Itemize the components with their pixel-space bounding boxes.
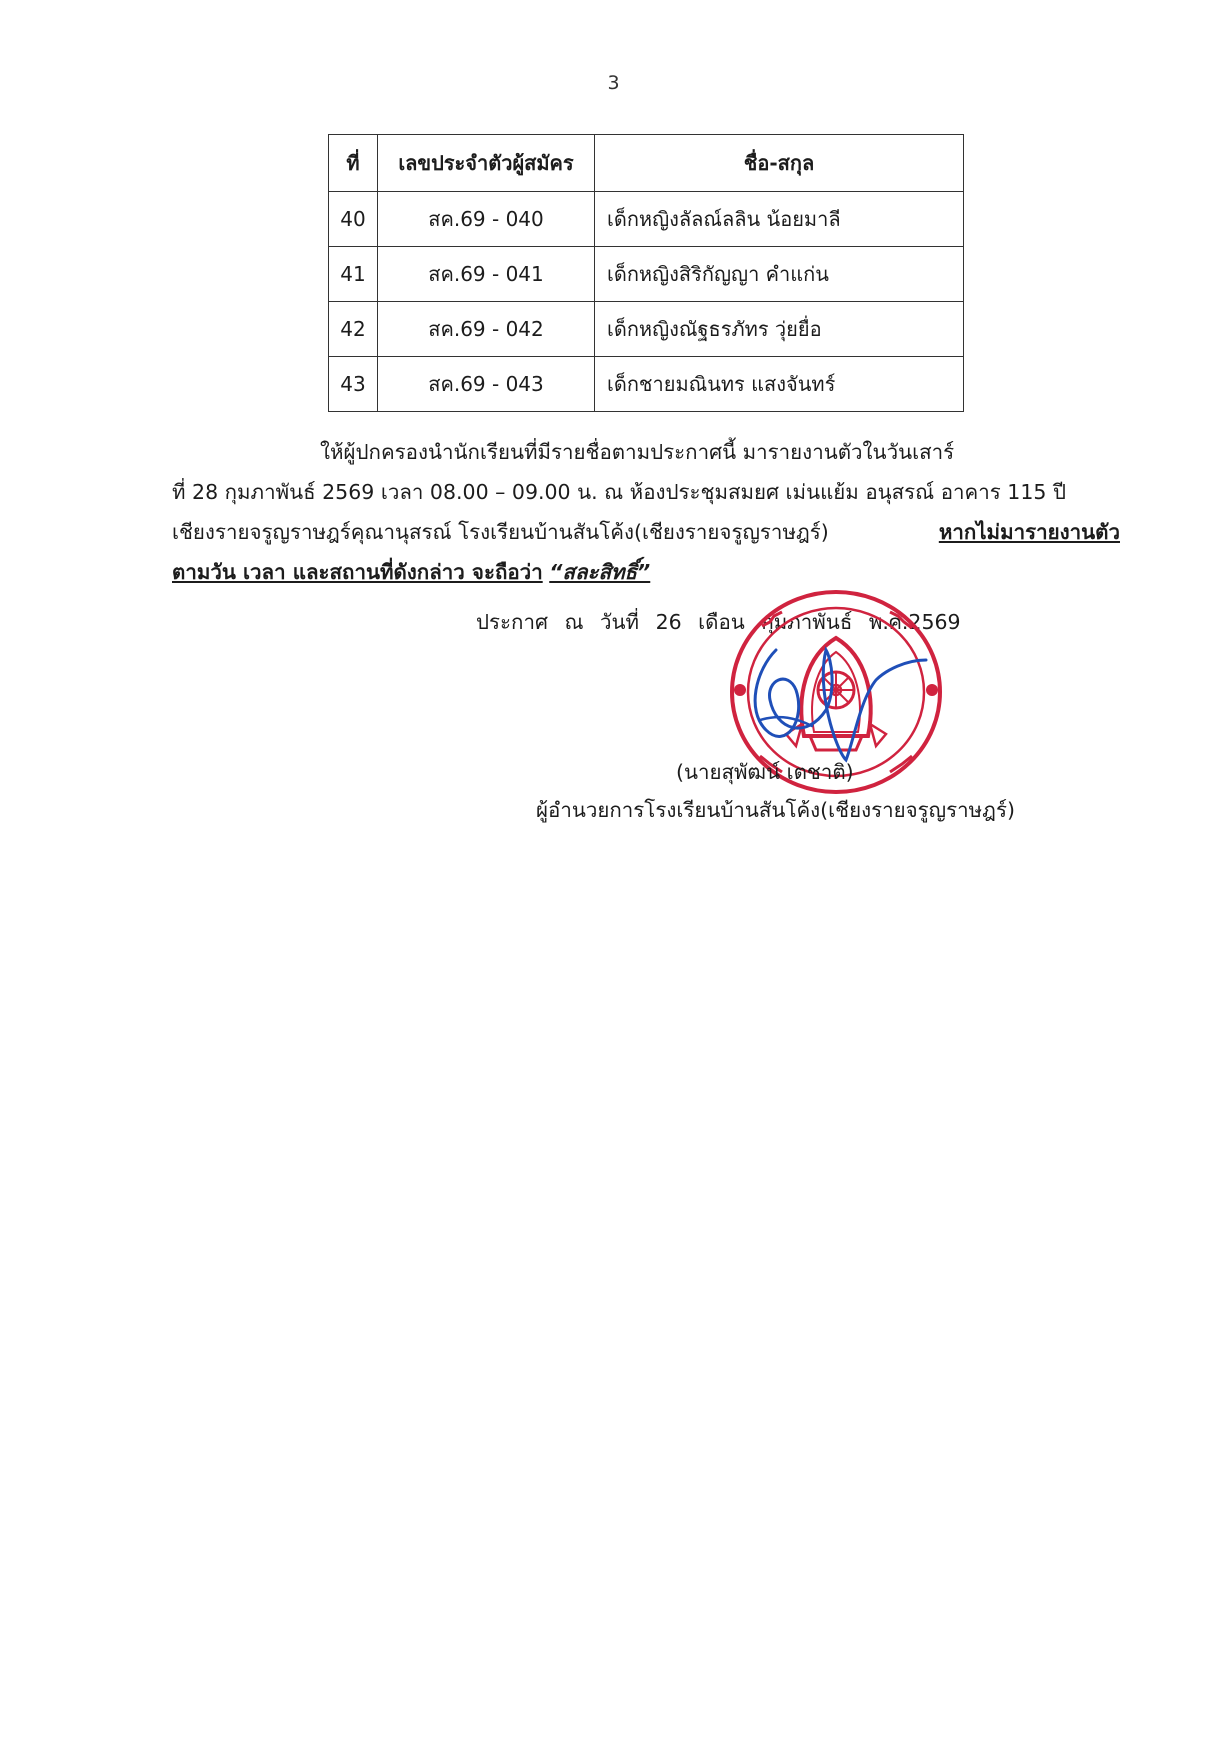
notice-paragraph [172,432,1120,592]
table-row [329,247,964,302]
row-no: 41 [329,247,378,302]
row-full-name: เด็กชายมณินทร แสงจันทร์ [595,357,964,412]
table-header-row [329,135,964,192]
notice-line-2: ที่ 28 กุมภาพันธ์ 2569 เวลา 08.00 – 09.00 น. ณ ห้องประชุมสมยศ เม่นแย้ม อนุสรณ์ อาคาร 115 ปี [172,480,1066,504]
director-signature [736,630,936,770]
row-applicant-id: สค.69 - 042 [378,302,595,357]
applicant-table [328,134,964,412]
notice-warning-end: ตามวัน เวลา และสถานที่ดังกล่าว จะถือว่า [172,560,543,584]
row-no: 40 [329,192,378,247]
notice-warning-start: หากไม่มารายงานตัว [938,520,1120,544]
row-no: 42 [329,302,378,357]
header-full-name: ชื่อ-สกุล [595,135,964,192]
header-applicant-id: เลขประจำตัวผู้สมัคร [378,135,595,192]
page-number: 3 [607,72,620,94]
notice-forfeit-quote: “สละสิทธิ์” [549,560,651,584]
row-no: 43 [329,357,378,412]
row-full-name: เด็กหญิงลัลณ์ลลิน น้อยมาลี [595,192,964,247]
signer-name: (นายสุพัฒน์ เตชาติ) [676,760,854,784]
notice-line-3 [172,512,1120,552]
row-applicant-id: สค.69 - 040 [378,192,595,247]
row-full-name: เด็กหญิงณัฐธรภัทร วุ่ยยื่อ [595,302,964,357]
announcement-date: ประกาศ ณ วันที่ 26 เดือน กุมภาพันธ์ พ.ศ.2569 [476,610,961,634]
table-row [329,302,964,357]
notice-line-3-text: เชียงรายจรูญราษฎร์คุณานุสรณ์ โรงเรียนบ้านสันโค้ง(เชียงรายจรูญราษฎร์) [172,520,829,544]
table-row [329,192,964,247]
notice-line-4 [172,552,1120,592]
row-applicant-id: สค.69 - 043 [378,357,595,412]
notice-line-1: ให้ผู้ปกครองนำนักเรียนที่มีรายชื่อตามประกาศนี้ มารายงานตัวในวันเสาร์ [320,440,955,464]
header-no: ที่ [329,135,378,192]
signer-title: ผู้อำนวยการโรงเรียนบ้านสันโค้ง(เชียงรายจรูญราษฎร์) [536,798,1015,822]
row-full-name: เด็กหญิงสิริกัญญา คำแก่น [595,247,964,302]
table-row [329,357,964,412]
row-applicant-id: สค.69 - 041 [378,247,595,302]
